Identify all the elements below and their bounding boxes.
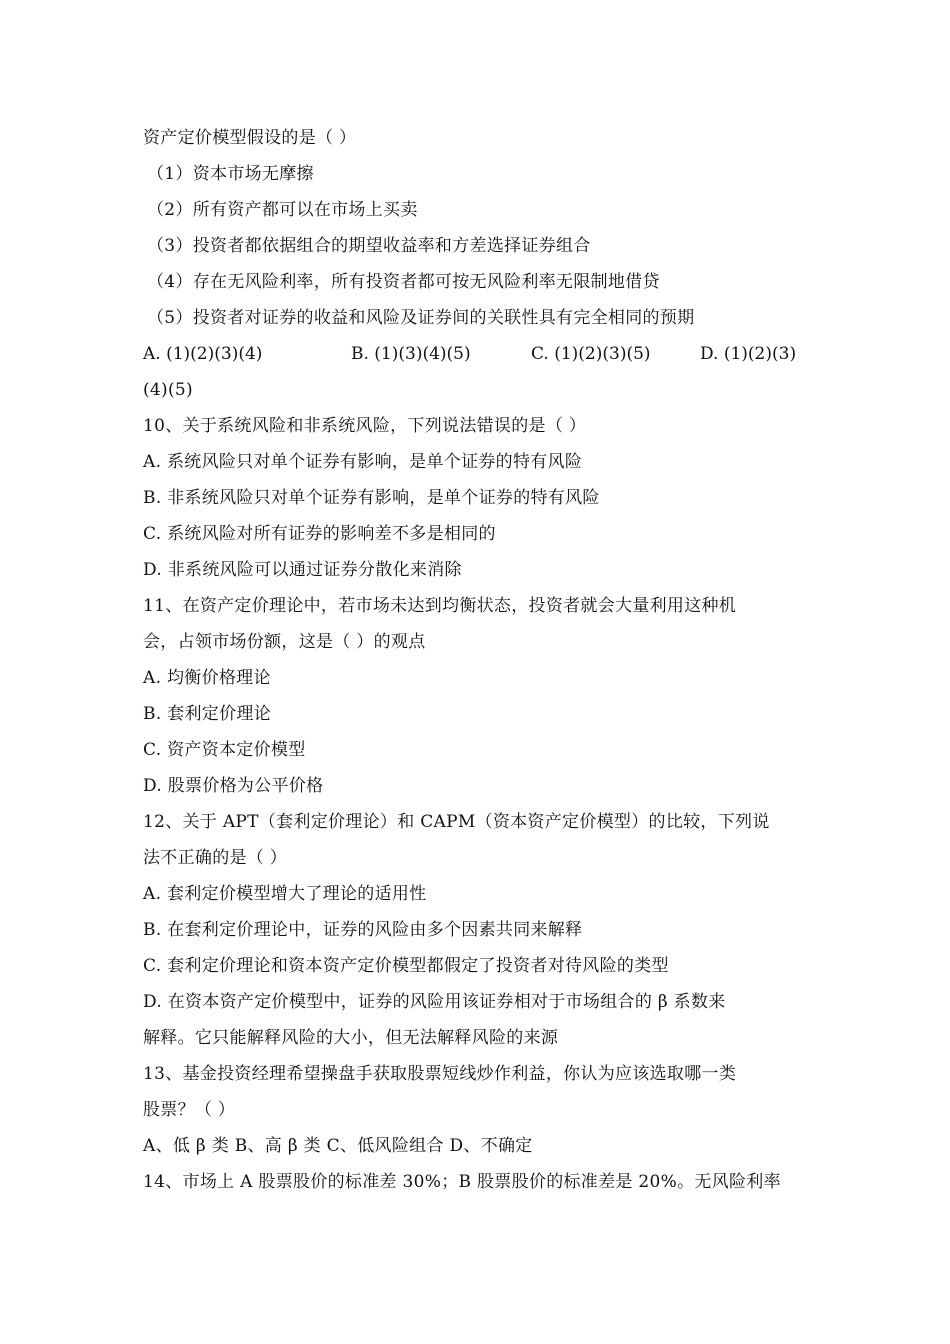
q9-stem: 资产定价模型假设的是（ ） — [143, 128, 357, 148]
q12-option-d: D. 在资本资产定价模型中，证券的风险用该证券相对于市场组合的 β 系数来 — [143, 992, 726, 1012]
q12-option-c: C. 套利定价理论和资本资产定价模型都假定了投资者对待风险的类型 — [143, 956, 669, 976]
q10-option-b: B. 非系统风险只对单个证券有影响，是单个证券的特有风险 — [143, 488, 600, 508]
q9-item-1: （1）资本市场无摩擦 — [147, 164, 314, 184]
q9-item-4: （4）存在无风险利率，所有投资者都可按无风险利率无限制地借贷 — [147, 272, 660, 292]
q12-stem-line-1: 12、关于 APT（套利定价理论）和 CAPM（资本资产定价模型）的比较，下列说 — [143, 812, 770, 832]
q11-stem-line-1: 11、在资产定价理论中，若市场未达到均衡状态，投资者就会大量利用这种机 — [143, 596, 737, 616]
q11-option-b: B. 套利定价理论 — [143, 704, 271, 724]
q10-option-a: A. 系统风险只对单个证券有影响，是单个证券的特有风险 — [143, 452, 583, 472]
q9-options — [143, 336, 811, 372]
q10-stem: 10、关于系统风险和非系统风险，下列说法错误的是（ ） — [143, 416, 587, 436]
q11-option-c: C. 资产资本定价模型 — [143, 740, 306, 760]
document-page — [143, 120, 811, 1200]
q9-item-5: （5）投资者对证券的收益和风险及证券间的关联性具有完全相同的预期 — [147, 308, 695, 328]
q9-option-b: B. (1)(3)(4)(5) — [351, 344, 471, 364]
q13-stem-line-2: 股票？（ ） — [143, 1100, 236, 1120]
q10-option-d: D. 非系统风险可以通过证券分散化来消除 — [143, 560, 462, 580]
q9-item-2: （2）所有资产都可以在市场上买卖 — [147, 200, 418, 220]
q13-stem-line-1: 13、基金投资经理希望操盘手获取股票短线炒作利益，你认为应该选取哪一类 — [143, 1064, 737, 1084]
q9-option-c: C. (1)(2)(3)(5) — [531, 344, 651, 364]
q9-item-3: （3）投资者都依据组合的期望收益率和方差选择证券组合 — [147, 236, 591, 256]
q11-stem-line-2: 会，占领市场份额，这是（ ）的观点 — [143, 632, 426, 652]
q12-option-d-continued: 解释。它只能解释风险的大小，但无法解释风险的来源 — [143, 1028, 559, 1048]
q9-option-a: A. (1)(2)(3)(4) — [143, 344, 263, 364]
q13-options: A、低 β 类 B、高 β 类 C、低风险组合 D、不确定 — [143, 1136, 533, 1156]
q12-option-b: B. 在套利定价理论中，证券的风险由多个因素共同来解释 — [143, 920, 583, 940]
q9-option-d-continued: (4)(5) — [143, 380, 193, 400]
q10-option-c: C. 系统风险对所有证券的影响差不多是相同的 — [143, 524, 496, 544]
q12-stem-line-2: 法不正确的是（ ） — [143, 848, 288, 868]
q9-option-d: D. (1)(2)(3) — [700, 344, 797, 364]
q14-stem: 14、市场上 A 股票股价的标准差 30%；B 股票股价的标准差是 20%。无风险利率 — [143, 1172, 781, 1192]
q11-option-d: D. 股票价格为公平价格 — [143, 776, 324, 796]
q12-option-a: A. 套利定价模型增大了理论的适用性 — [143, 884, 427, 904]
q11-option-a: A. 均衡价格理论 — [143, 668, 271, 688]
